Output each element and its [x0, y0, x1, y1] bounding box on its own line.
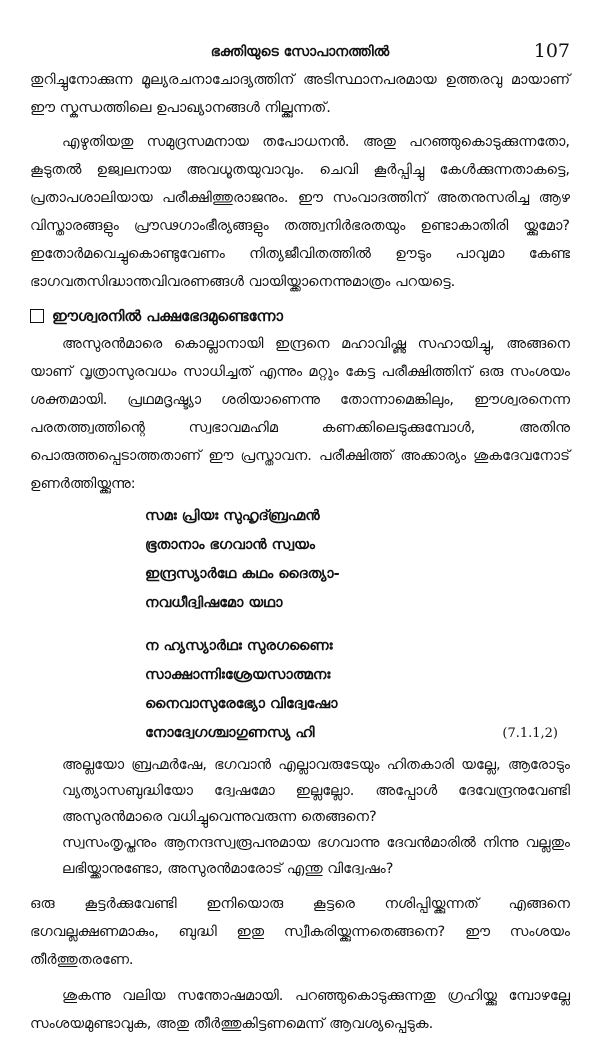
verse-line: സമഃ പ്രിയഃ സുഹൃദ്ബ്രഹ്മൻ	[145, 508, 320, 524]
verse-reference: (7.1.1,2)	[502, 726, 558, 741]
checkbox-square-icon	[30, 309, 44, 323]
verse-line: നൈവാസുരേഭ്യോ വിദ്വേഷോ	[145, 696, 338, 712]
section-heading-text: ഈശ്വരനിൽ പക്ഷഭേദമുണ്ടെന്നോ	[52, 307, 283, 325]
paragraph-narrators: എഴുതിയതു സമുദ്രസമനായ തപോധനൻ. അതു പറഞ്ഞുകൊടുക്കുന്നതോ, കൂടുതൽ ഉജ്വലനായ അവധൂതയുവാവും. ചെവി കൂർപ്പിച്ചു കേൾക്കുന്നതാകട്ടെ, പ്രതാപശാലിയായ പരീക്ഷിത്തുരാജനും. ഈ സംവാദത്തിന് അതനുസരിച്ച ആഴ വിസ്താരങ്ങളും പ്രൗഢഗാംഭീര്യങ്ങളും തത്ത്വനിർഭരതയും ഉണ്ടാകാതിരി യ്ക്കുമോ? ഇതോർമവെച്ചുകൊണ്ടുവേണം നിത്യജീവിതത്തിൽ ഊടും പാവുമാ കേണ്ട ഭാഗവതസിദ്ധാന്തവിവരണങ്ങൾ വായിയ്ക്കാനെന്നുമാത്രം പറയട്ടെ.	[30, 134, 570, 290]
paragraph-section-intro: അസുരൻമാരെ കൊല്ലാനായി ഇന്ദ്രനെ മഹാവിഷ്ണു സഹായിച്ചു, അങ്ങനെ യാണ് വൃത്രാസുരവധം സാധിച്ചത് എന്നും മറ്റും കേട്ട പരീക്ഷിത്തിന് ഒരു സംശയം ശക്തമായി. പ്രഥമദൃഷ്ട്യാ ശരിയാണെന്നു തോന്നാമെങ്കിലും, ഈശ്വരനെന്ന പരതത്ത്വത്തിന്റെ സ്വഭാവമഹിമ കണക്കിലെടുക്കുമ്പോൾ, അതിനു പൊരുത്തപ്പെടാത്തതാണ് ഈ പ്രസ്താവന. പരീക്ഷിത്ത് അക്കാര്യം ശുകദേവനോട് ഉണർത്തിയ്ക്കുന്നു:	[30, 336, 570, 492]
running-title: ഭക്തിയുടെ സോപാനത്തിൽ	[210, 44, 390, 60]
paragraph-continuation: തുറിച്ചുനോക്കുന്ന മൂല്യരചനാചോദ്യത്തിന് അടിസ്ഥാനപരമായ ഉത്തരവു മായാണ് ഈ സ്കന്ധത്തിലെ ഉപാഖ്യാനങ്ങൾ നില്ക്കുന്നത്.	[30, 72, 570, 116]
verse-line: ന ഹ്യസ്യാർഥഃ സുരഗണൈഃ	[145, 638, 333, 654]
section-heading	[30, 302, 570, 330]
sanskrit-verses	[145, 502, 570, 748]
translation-paragraph: സ്വസംതൃപ്തനും ആനന്ദസ്വരൂപനുമായ ഭഗവാന്നു ദേവൻമാരിൽ നിന്നു വല്ലതും ലഭിയ്ക്കാനുണ്ടോ, അസുരൻമാരോട് എന്തു വിദ്വേഷം?	[62, 835, 570, 877]
page-number: 107	[533, 40, 570, 62]
verse-line: നോദ്വേഗശ്ചാഗുണസ്യ ഹി	[145, 725, 315, 741]
translation-paragraph: അല്ലയോ ബ്രഹ്മർഷേ, ഭഗവാൻ എല്ലാവരുടേയും ഹിതകാരി യല്ലേ, ആരോടും വ്യത്യാസബുദ്ധിയോ ദ്വേഷമോ ഇല്ലല്ലോ. അപ്പോൾ ദേവേന്ദ്രനുവേണ്ടി അസുരൻമാരെ വധിച്ചുവെന്നുവരുന്ന തെങ്ങനെ?	[62, 757, 570, 825]
verse-line: ഇന്ദ്രസ്യാർഥേ കഥം ദൈത്യാ-	[145, 566, 340, 582]
translation-block	[62, 752, 570, 882]
verse-line: നവധീദ്വിഷമോ യഥാ	[145, 595, 283, 611]
paragraph-shuka-response: ശുകന്നു വലിയ സന്തോഷമായി. പറഞ്ഞുകൊടുക്കുന്നതു ഗ്രഹിയ്ക്കു മ്പോഴല്ലേ സംശയമുണ്ടാവുക, അതു തീർത്തുകിട്ടണമെന്ന് ആവശ്യപ്പെടുക.	[30, 988, 570, 1032]
running-header	[30, 0, 570, 66]
paragraph-question: ഒരു കൂട്ടർക്കുവേണ്ടി ഇനിയൊരു കൂട്ടരെ നശിപ്പിയ്ക്കുന്നത് എങ്ങനെ ഭഗവല്ലക്ഷണമാകും, ബുദ്ധി ഇതു സ്വീകരിയ്ക്കുന്നതെങ്ങനെ? ഈ സംശയം തീർത്തുതരണേ.	[30, 896, 570, 968]
verse-line-with-reference	[145, 719, 570, 748]
stanza-gap	[145, 618, 570, 632]
verse-line: സാക്ഷാന്നിഃശ്രേയസാത്മനഃ	[145, 667, 331, 683]
verse-line: ഭൂതാനാം ഭഗവാൻ സ്വയം	[145, 537, 315, 553]
